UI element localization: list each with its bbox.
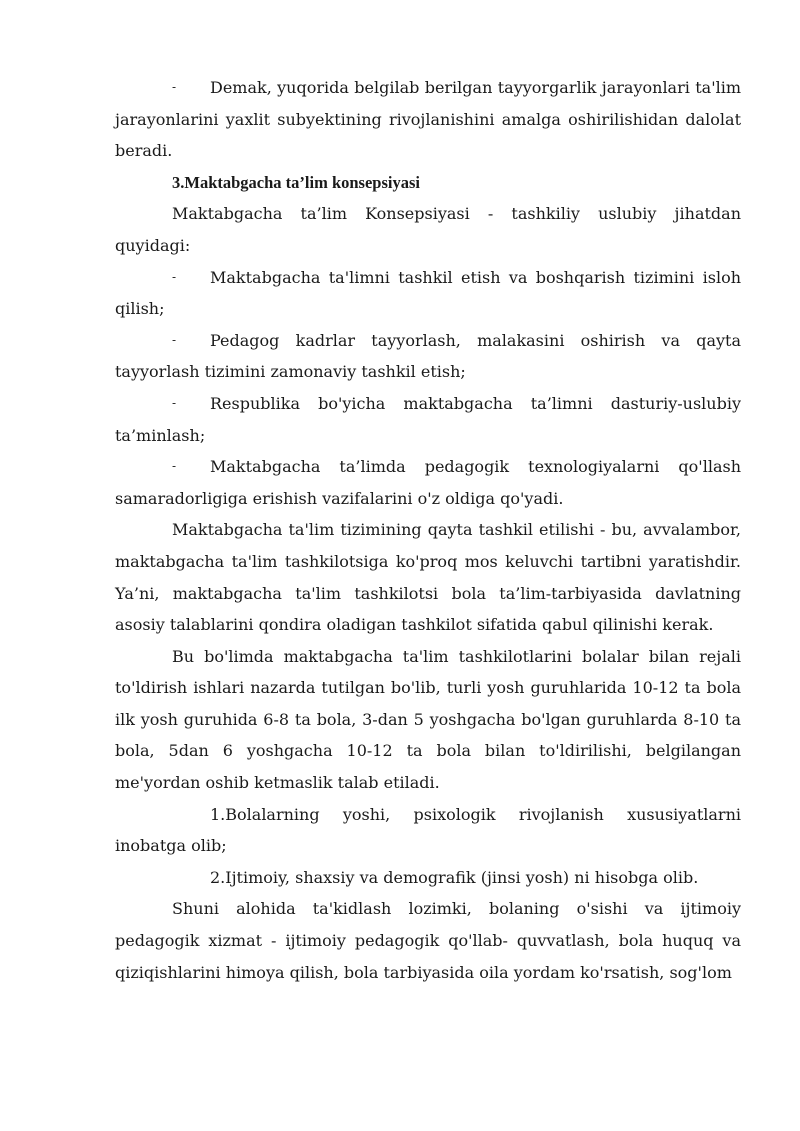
bullet-text: Maktabgacha ta’limda pedagogik texnologiyalarni qo'llash samaradorligiga erishish vazifalarini o'z oldiga qo'yadi.: [115, 457, 741, 508]
bullet-marker: -: [172, 395, 177, 410]
section-heading: 3.Maktabgacha ta’lim konsepsiyasi: [172, 172, 420, 192]
bullet-marker: -: [172, 269, 177, 284]
bullet-text: Pedagog kadrlar tayyorlash, malakasini oshirish va qayta tayyorlash tizimini zamonaviy tashkil etish;: [115, 330, 741, 382]
bullet-marker: -: [172, 80, 177, 94]
emphasis-paragraph: Shuni alohida ta'kidlash lozimki, bolaning o'sishi va ijtimoiy pedagogik xizmat - ijtimoiy pedagogik qo'llab- quvvatlash, bola huquq va qiziqishlarini himoya qilish, bola tarbiyasida oila yordam ko'rsatish, sog'lom: [115, 899, 741, 982]
reorganization-paragraph: Maktabgacha ta'lim tizimining qayta tashkil etilishi - bu, avvalambor, maktabgacha ta'lim tashkilotsiga ko'proq mos keluvchi tartibni yaratishdir. Ya’ni, maktabgacha ta'lim tashkilotsi bola ta’lim-tarbiyasida davlatning asosiy talablarini qondira oladigan tashkilot sifatida qabul qilinishi kerak.: [115, 520, 741, 635]
numbered-item-2: 2.Ijtimoiy, shaxsiy va demografik (jinsi yosh) ni hisobga olib.: [210, 867, 699, 887]
bullet-item: [115, 451, 741, 514]
numbered-item-1: 1.Bolalarning yoshi, psixologik rivojlanish xususiyatlarni inobatga olib;: [115, 804, 741, 856]
document-page: [115, 72, 741, 988]
intro-paragraph: [115, 72, 741, 167]
bullet-marker: -: [172, 332, 177, 347]
groups-paragraph: Bu bo'limda maktabgacha ta'lim tashkilotlarini bolalar bilan rejali to'ldirish ishlari nazarda tutilgan bo'lib, turli yosh guruhlarida 10-12 ta bola ilk yosh guruhida 6-8 ta bola, 3-dan 5 yoshgacha bo'lgan guruhlarda 8-10 ta bola, 5dan 6 yoshgacha 10-12 ta bola bilan to'ldirilishi, belgilangan me'yordan oshib ketmaslik talab etiladi.: [115, 646, 741, 793]
bullet-item: [115, 325, 741, 388]
bullet-item: [115, 388, 741, 451]
bullet-item: [115, 262, 741, 325]
bullet-text: Maktabgacha ta'limni tashkil etish va boshqarish tizimini isloh qilish;: [115, 267, 741, 319]
bullet-text: Respublika bo'yicha maktabgacha ta’limni dasturiy-uslubiy ta’minlash;: [115, 393, 741, 445]
intro-text: Demak, yuqorida belgilab berilgan tayyorgarlik jarayonlari ta'lim jarayonlarini yaxlit subyektining rivojlanishini amalga oshirilishidan dalolat beradi.: [115, 78, 741, 161]
concept-paragraph: Maktabgacha ta’lim Konsepsiyasi - tashkiliy uslubiy jihatdan quyidagi:: [115, 204, 741, 255]
bullet-marker: -: [172, 459, 177, 474]
